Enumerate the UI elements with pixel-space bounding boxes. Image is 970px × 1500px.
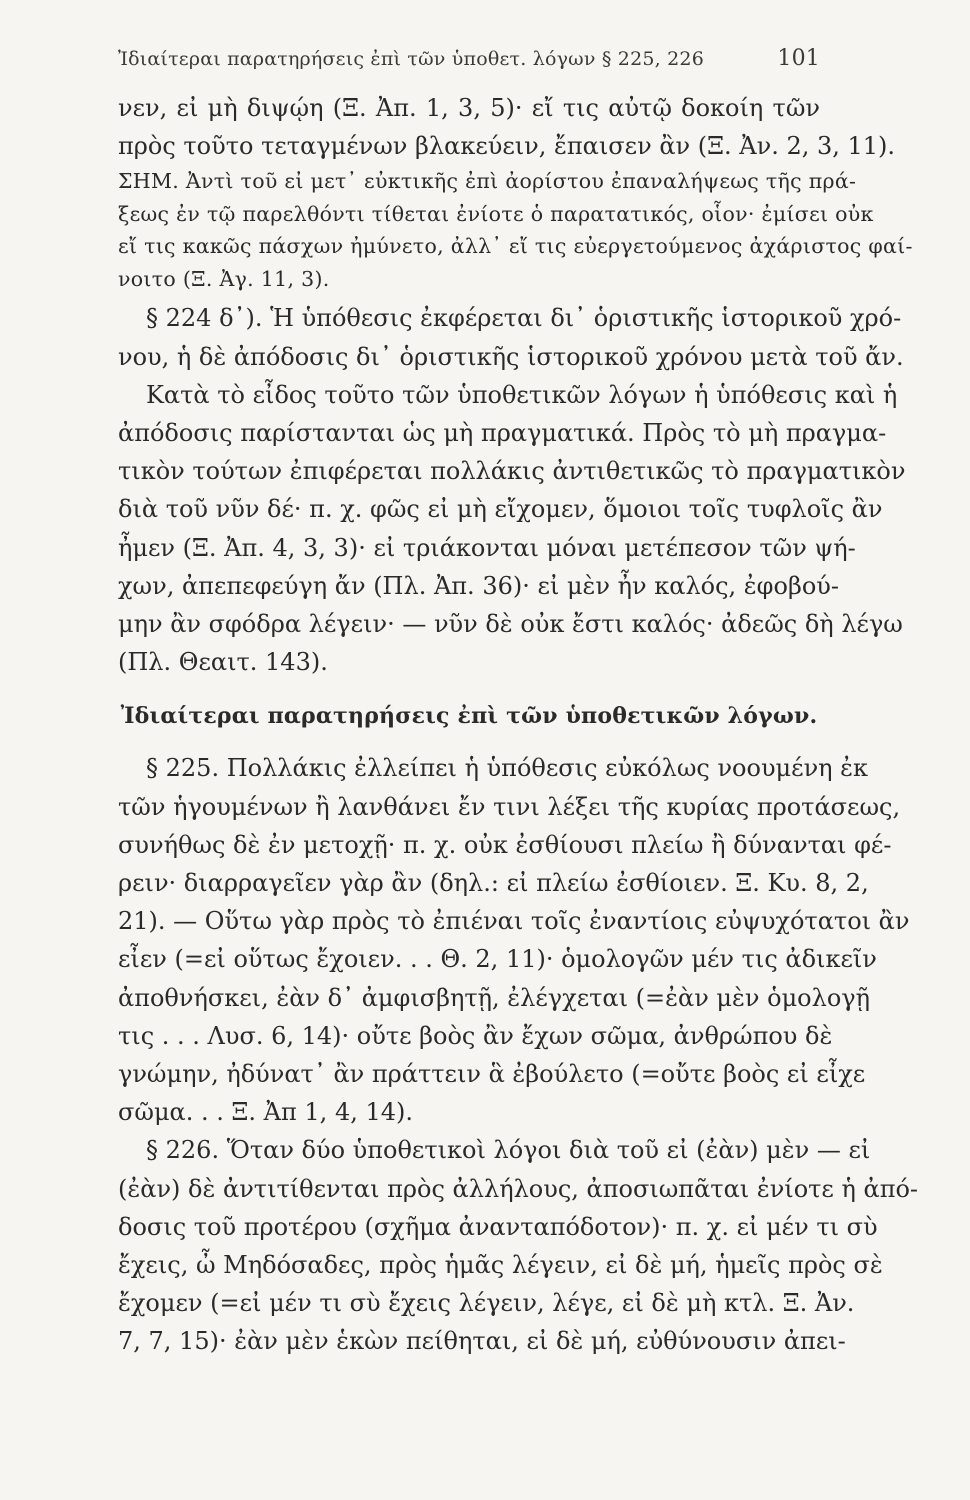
note-line: νοιτο (Ξ. Ἀγ. 11, 3).	[118, 266, 330, 291]
note-line: ξεως ἐν τῷ παρελθόντι τίθεται ἐνίοτε ὁ παρατατικός, οἷον· ἐμίσει οὐκ	[118, 201, 874, 226]
running-head-title: Ἰδιαίτεραι παρατηρήσεις ἐπὶ τῶν ὑποθετ. λόγων § 225, 226	[118, 48, 705, 70]
section-225-paragraph	[118, 749, 910, 1131]
text-line: διὰ τοῦ νῦν δέ· π. χ. φῶς εἰ μὴ εἴχομεν, ὅμοιοι τοῖς τυφλοῖς ἂν	[118, 495, 883, 524]
text-line: ἦμεν (Ξ. Ἀπ. 4, 3, 3)· εἰ τριάκονται μόναι μετέπεσον τῶν ψή-	[118, 533, 856, 562]
text-line: δοσις τοῦ προτέρου (σχῆμα ἀνανταπόδοτον)· π. χ. εἰ μέν τι σὺ	[118, 1212, 878, 1241]
text-line: νου, ἡ δὲ ἀπόδοσις δι᾽ ὁριστικῆς ἱστορικοῦ χρόνου μετὰ τοῦ ἄν.	[118, 342, 904, 371]
text-line: σῶμα. . . Ξ. Ἀπ 1, 4, 14).	[118, 1098, 413, 1127]
running-head	[118, 46, 820, 71]
text-line: Κατὰ τὸ εἶδος τοῦτο τῶν ὑποθετικῶν λόγων ἡ ὑπόθεσις καὶ ἡ	[146, 380, 898, 409]
note-line: εἴ τις κακῶς πάσχων ἠμύνετο, ἀλλ᾽ εἴ τις εὐεργετούμενος ἀχάριστος φαί-	[118, 234, 913, 259]
text-line: τῶν ἡγουμένων ἢ λανθάνει ἔν τινι λέξει τῆς κυρίας προτάσεως,	[118, 792, 901, 821]
text-line: 7, 7, 15)· ἐὰν μὲν ἑκὼν πείθηται, εἰ δὲ μή, εὐθύνουσιν ἀπει-	[118, 1327, 846, 1356]
note-paragraph	[118, 165, 913, 295]
text-line: ἀπόδοσις παρίστανται ὡς μὴ πραγματικά. Πρὸς τὸ μὴ πραγμα-	[118, 419, 887, 448]
continuation-paragraph	[118, 89, 896, 165]
text-line: § 225. Πολλάκις ἐλλείπει ἡ ὑπόθεσις εὐκόλως νοουμένη ἐκ	[146, 754, 869, 783]
text-line: τις . . . Λυσ. 6, 14)· οὔτε βοὸς ἂν ἔχων σῶμα, ἀνθρώπου δὲ	[118, 1021, 833, 1050]
text-line: νεν, εἰ μὴ διψῴη (Ξ. Ἀπ. 1, 3, 5)· εἴ τις αὐτῷ δοκοίη τῶν	[118, 94, 820, 122]
text-line: συνήθως δὲ ἐν μετοχῇ· π. χ. οὐκ ἐσθίουσι πλείω ἢ δύνανται φέ-	[118, 830, 892, 859]
text-line: ἔχομεν (=εἰ μέν τι σὺ ἔχεις λέγειν, λέγε, εἰ δὲ μὴ κτλ. Ξ. Ἀν.	[118, 1289, 855, 1318]
text-line: (Πλ. Θεαιτ. 143).	[118, 648, 328, 677]
text-line: § 226. Ὅταν δύο ὑποθετικοὶ λόγοι διὰ τοῦ εἰ (ἐὰν) μὲν — εἰ	[146, 1136, 871, 1165]
text-line: ρειν· διαρραγεῖεν γὰρ ἂν (δηλ.: εἰ πλείω ἐσθίοιεν. Ξ. Κυ. 8, 2,	[118, 869, 869, 898]
text-line: εἶεν (=εἰ οὕτως ἔχοιεν. . . Θ. 2, 11)· ὁμολογῶν μέν τις ἀδικεῖν	[118, 945, 877, 974]
text-line: πρὸς τοῦτο τεταγμένων βλακεύειν, ἔπαισεν ἂν (Ξ. Ἀν. 2, 3, 11).	[118, 132, 896, 161]
text-line: § 224 δ᾽). Ἡ ὑπόθεσις ἐκφέρεται δι᾽ ὁριστικῆς ἱστορικοῦ χρό-	[146, 304, 902, 333]
section-224-paragraph	[118, 299, 906, 681]
text-line: 21). — Οὕτω γὰρ πρὸς τὸ ἐπιέναι τοῖς ἐναντίοις εὐψυχότατοι ἂν	[118, 907, 910, 936]
section-heading: Ἰδιαίτεραι παρατηρήσεις ἐπὶ τῶν ὑποθετικῶν λόγων.	[120, 703, 818, 730]
note-line: ΣΗΜ. Ἀντὶ τοῦ εἰ μετ᾽ εὐκτικῆς ἐπὶ ἀορίστου ἐπαναλήψεως τῆς πρά-	[118, 169, 857, 194]
text-line: γνώμην, ἠδύνατ᾽ ἂν πράττειν ἃ ἐβούλετο (=οὔτε βοὸς εἰ εἶχε	[118, 1060, 866, 1089]
text-line: (ἐὰν) δὲ ἀντιτίθενται πρὸς ἀλλήλους, ἀποσιωπᾶται ἐνίοτε ἡ ἀπό-	[118, 1174, 919, 1203]
text-line: χων, ἀπεπεφεύγη ἄν (Πλ. Ἀπ. 36)· εἰ μὲν ἦν καλός, ἐφοβού-	[118, 571, 839, 600]
text-line: μην ἂν σφόδρα λέγειν· — νῦν δὲ οὐκ ἔστι καλός· ἀδεῶς δὴ λέγω	[118, 610, 903, 639]
text-line: ἀποθνήσκει, ἐὰν δ᾽ ἀμφισβητῇ, ἐλέγχεται (=ἐὰν μὲν ὁμολογῇ	[118, 983, 871, 1012]
section-226-paragraph	[118, 1131, 919, 1360]
text-line: τικὸν τούτων ἐπιφέρεται πολλάκις ἀντιθετικῶς τὸ πραγματικὸν	[118, 457, 906, 486]
text-line: ἔχεις, ὦ Μηδόσαδες, πρὸς ἡμᾶς λέγειν, εἰ δὲ μή, ἡμεῖς πρὸς σὲ	[118, 1251, 883, 1280]
page-number: 101	[777, 46, 820, 71]
